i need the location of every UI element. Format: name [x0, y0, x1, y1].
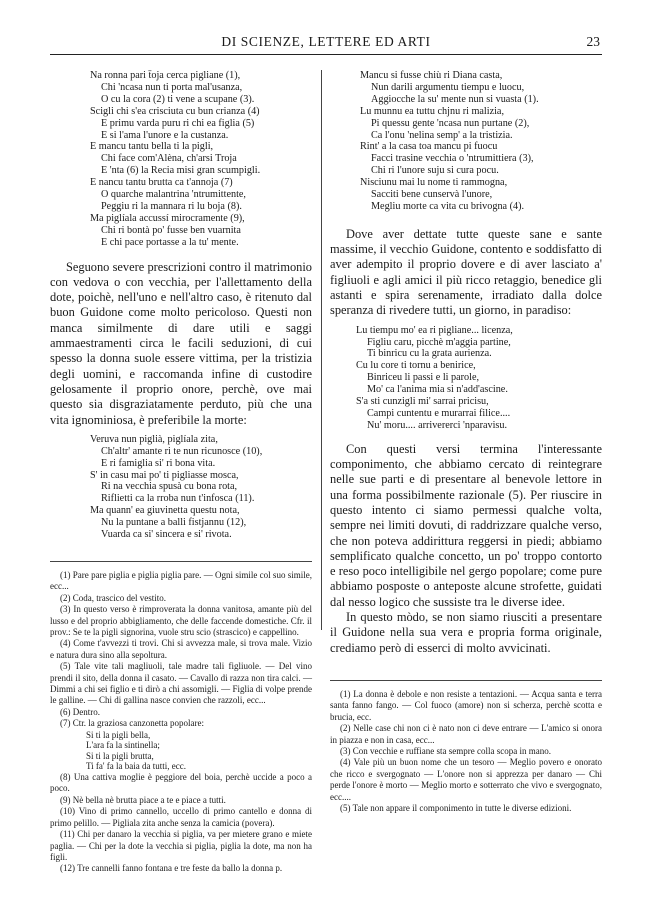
footnote: (11) Chi per danaro la vecchia si piglia, va per mietere grano e miete paglia. — Chi per la dote la vecchia si piglia, piglia la dote, ma non ha figli.: [50, 829, 312, 862]
verse-line: Chi ri l'unore suju si cura pocu.: [371, 165, 499, 177]
verse-line: Aggiocche la su' mente nun si vuasta (1).: [371, 93, 539, 105]
footnote: (8) Una cattiva moglie è peggiore del boia, perchè uccide a poco a poco.: [50, 772, 312, 794]
verse-line: Pi quessu gente 'ncasa nun purtane (2),: [371, 117, 530, 129]
verse-line: Ch'altr' amante ri te nun ricunosce (10),: [101, 445, 263, 457]
verse-line: Nisciunu mai lu nome ti rammogna,: [360, 177, 508, 189]
right-column: [330, 70, 602, 814]
footnote: (1) La donna è debole e non resiste a tentazioni. — Acqua santa e terra santa fanno fango. — Col fuoco (amore) non si scherza, perchè scotta e brucia, ecc.: [330, 688, 602, 722]
verse-line: Ri na vecchia spusà cu bona rota,: [101, 481, 238, 493]
footnote: (2) Coda, trascico del vestito.: [60, 592, 166, 603]
footnote: (5) Tale non appare il componimento in tutte le diverse edizioni.: [340, 803, 572, 814]
verse-line: Cu lu core ti tornu a benirice,: [356, 360, 476, 372]
running-header: [50, 32, 602, 55]
verse-line: Ti fa' fa la baia da tutti, ecc.: [86, 761, 187, 772]
verse-line: Binriceu li passi e li parole,: [367, 372, 480, 384]
left-footnotes: [50, 570, 312, 875]
verse-line: Si ti la pigli bella,: [86, 729, 151, 740]
left-paragraph-1: Seguono severe prescrizioni contro il matrimonio con vedova o con vecchia, per l'allettamento della dote, poichè, nell'uno e nell'altro caso, è ritenuto dal buon Guidone come molto pericoloso. Questi non manca similmente di dare utili e saggi ammaestramenti circa le facili seduzioni, di cui spesso la donna suole essere vittima, per la tristizia degli uomini, e raccomanda infine di custodire gelosamente il proprio onore, perchè, ove mai questo sia disgraziatamente perduto, più che una vita ignominiosa, è preferibile la morte:: [50, 259, 312, 427]
verse-line: Figliu caru, picchè m'aggia partine,: [367, 336, 511, 348]
verse-line: Mo' ca l'anima mia si n'add'ascine.: [367, 384, 508, 396]
page-number: 23: [586, 34, 600, 49]
verse-line: Na ronna pari t̄oja cerca pigliane (1),: [90, 70, 241, 81]
verse-line: Ma quann' ea giuvinetta questu nota,: [90, 505, 240, 517]
right-footnotes: [330, 689, 602, 814]
journal-title: DI SCIENZE, LETTERE ED ARTI: [221, 34, 431, 49]
footnote: (4) Vale più un buon nome che un tesoro — Meglio povero e onorato che ricco e svergognato — L'onore non si apprezza per danaro — Chi perde l'onore è morto — Meglio morto e sotterrato che vivo e svergognato, ecc....: [330, 757, 602, 802]
verse-line: Vuarda ca si' sincera e si' rivota.: [101, 529, 232, 541]
right-paragraph-1: Dove aver dettate tutte queste sane e sante massime, il vecchio Guidone, contento e soddisfatto di aver adempito il proprio dovere e di aver lasciato a' figliuoli e agli amici il più ricco retaggio, benedice gli astanti e spira serenamente, irradiato dalla dolce speranza di rivedere tutti, un giorno, in paradiso:: [330, 226, 602, 318]
verse-line: S'a sti cunzigli mi' sarrai pricisu,: [356, 396, 489, 408]
verse-line: S' in casu mai po' ti pigliasse mosca,: [90, 469, 239, 481]
footnote: (10) Vino di primo cannello, uccello di primo cantello e donna di primo pelillo. — Pigliala zita anche senza la camicia (povera).: [50, 806, 312, 828]
verse-line: Rint' a la casa toa mancu pi fuocu: [360, 141, 498, 153]
verse-line: Riflietti ca la rroba nun t'infosca (11).: [101, 493, 255, 505]
verse-line: E chi pace portasse a la tu' mente.: [101, 236, 239, 248]
verse-line: Si ti la pigli brutta,: [86, 750, 154, 761]
right-paragraph-2: Con questi versi termina l'interessante componimento, che abbiamo cercato di reintegrare nelle sue parti e di presentare al benevole lettore in una forma possibilmente razionale (5). Per riuscire in questo intento ci siamo permessi qualche volta, sempre nei limiti dovuti, di raddrizzare qualche verso, che non poteva addirittura reggersi in piedi; abbiamo semplificato qualche concetto, un po' troppo contorto e reso poco intelligibile nel gergo popolare; come pure abbiamo posposte o anteposte alcune strofette, guidati dal nesso logico che sussiste tra le diverse idee.: [330, 441, 602, 609]
verse-line: Chi 'ncasa nun ti porta mal'usanza,: [101, 81, 243, 93]
verse-line: O cu la cora (2) ti vene a scupane (3).: [101, 93, 255, 105]
verse-line: O quarche malantrina 'ntrumittente,: [101, 189, 246, 201]
verse-line: E ri famiglia si' ri bona vita.: [101, 457, 216, 469]
verse-line: Nu la puntane a balli fistjannu (12),: [101, 517, 247, 529]
verse-line: Chi face com'Alèna, ch'arsi Troja: [101, 153, 237, 165]
verse-line: E mancu tantu bella ti la pigli,: [90, 141, 214, 153]
verse-line: E nancu tantu brutta ca t'annoja (7): [90, 177, 233, 189]
verse-line: Ca l'onu 'nelina semp' a la tristizia.: [371, 129, 513, 141]
verse-line: Lu tiempu mo' ea ri pigliane... licenza,: [356, 324, 513, 336]
footnote: (1) Pare pare piglia e piglia piglia pare. — Ogni simile col suo simile, ecc...: [50, 570, 312, 592]
verse-line: Lu munnu ea tuttu chjnu ri malizia,: [360, 105, 505, 117]
verse-line: Megliu morte ca vita cu brivogna (4).: [371, 200, 525, 212]
verse-line: E primu varda puru ri chi ea figlia (5): [101, 117, 255, 129]
verse-line: Sacciti bene cunservà l'unore,: [371, 189, 493, 201]
verse-line: Ti binricu cu la grata aurienza.: [367, 348, 492, 360]
verse-line: Ma piglíala accussí mirocramente (9),: [90, 212, 245, 224]
footnote: (9) Nè bella nè brutta piace a te e piace a tutti.: [60, 794, 226, 805]
right-verse-2: [330, 325, 602, 432]
right-paragraph-3: In questo mòdo, se non siamo riusciti a presentare il Guidone nella sua vera e propria forma originale, crediamo però di esserci di molto avvicinati.: [330, 610, 602, 655]
footnote-rule: [50, 561, 312, 562]
left-column: [50, 70, 312, 875]
left-verse-1: [50, 70, 312, 249]
verse-line: Nun darili argumentu tiempu e luocu,: [371, 81, 525, 93]
footnote: (4) Come t'avvezzi ti trovi. Chi si avvezza male, si trova male. Vizio e natura dura sino alla sepoltura.: [50, 638, 312, 660]
footnote: (7) Ctr. la graziosa canzonetta popolare:: [60, 718, 204, 729]
verse-line: L'ara fa la sintinella;: [86, 740, 160, 751]
footnote: (3) In questo verso è rimproverata la donna vanitosa, amante più del lusso e del proprio abbigliamento, che delle faccende domestiche. Cfr. il prov.: Se te la pigli signorina, vuole stru scio (strascico) e cappellino.: [50, 604, 312, 638]
left-verse-2: [50, 434, 312, 541]
right-verse-1: [330, 70, 602, 213]
verse-line: Veruva nun piglià, piglíala zita,: [90, 433, 218, 445]
verse-line: Campi cuntentu e murarrai filice....: [367, 408, 511, 419]
verse-line: Mancu si fusse chiù ri Diana casta,: [360, 70, 503, 81]
footnote-rule: [330, 680, 602, 681]
footnote: (6) Dentro.: [60, 706, 100, 717]
verse-line: Scigli chi s'ea crisciuta cu bun crianza (4): [90, 105, 260, 117]
footnote: (2) Nelle case chi non ci è nato non ci deve entrare — L'amico si onora in piazza e non in casa, ecc...: [330, 723, 602, 745]
footnote: (5) Tale vite tali magliuoli, tale madre tali figliuole. — Del vino prendi il sito, della donna il casato. — Cavallo di razza non tira calci. — Dimmi a chi sei figlio e ti dirò a chi assomigli. — Figlia di volpe prende le galline. — Chi di gallina nasce convien che razzoli, ecc...: [50, 661, 312, 706]
verse-line: Chi ri bontà po' fusse ben vuarnita: [101, 224, 241, 236]
column-divider: [321, 70, 322, 630]
verse-line: E si l'ama l'unore e la custanza.: [101, 129, 229, 141]
verse-line: E 'nta (6) la Recia misi gran scumpigli.: [101, 165, 261, 177]
footnote: (12) Tre cannelli fanno fontana e tre feste da ballo la donna p.: [60, 863, 283, 874]
verse-line: Peggiu ri la mannara ri lu boja (8).: [101, 200, 242, 212]
footnote-verse: [50, 730, 312, 772]
verse-line: Nu' moru.... arrivererci 'nparavisu.: [367, 419, 508, 431]
footnote: (3) Con vecchie e ruffiane sta sempre colla scopa in mano.: [340, 746, 552, 756]
verse-line: Facci trasine vecchia o 'ntrumittiera (3),: [371, 153, 534, 165]
